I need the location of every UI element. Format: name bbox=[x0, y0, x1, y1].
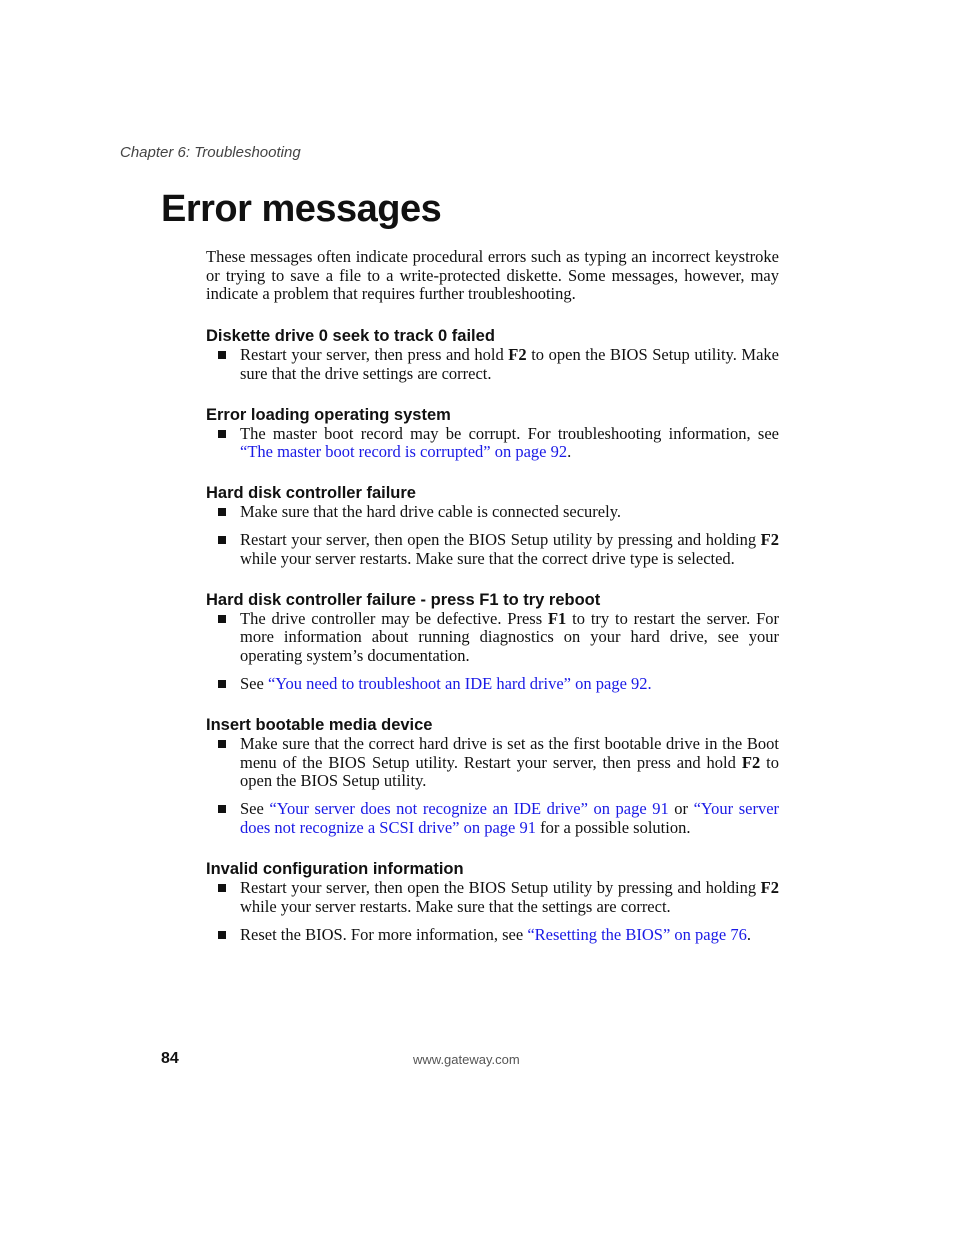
bullet-icon bbox=[218, 884, 226, 892]
list-item: Make sure that the correct hard drive is set as the first bootable drive in the Boot menu of the BIOS Setup utility. Restart your server, then press and hold F2 to open the BIOS Setup utility. bbox=[206, 735, 779, 791]
list-item: Reset the BIOS. For more information, see “Resetting the BIOS” on page 76. bbox=[206, 926, 779, 945]
section-error-loading-os bbox=[206, 405, 779, 462]
section-press-f1-reboot bbox=[206, 590, 779, 694]
bullet-icon bbox=[218, 430, 226, 438]
resetting-bios-link[interactable]: “Resetting the BIOS” on page 76 bbox=[527, 924, 747, 944]
bullet-list bbox=[206, 735, 779, 838]
list-item: See “Your server does not recognize an IDE drive” on page 91 or “Your server does not recognize a SCSI drive” on page 91 for a possible solution. bbox=[206, 800, 779, 837]
section-heading: Hard disk controller failure bbox=[206, 483, 416, 502]
chapter-header: Chapter 6: Troubleshooting bbox=[120, 144, 301, 161]
section-hard-disk-controller-failure bbox=[206, 483, 779, 569]
bullet-list bbox=[206, 610, 779, 694]
bullet-icon bbox=[218, 931, 226, 939]
list-item: Restart your server, then open the BIOS Setup utility by pressing and holding F2 while your server restarts. Make sure that the settings are correct. bbox=[206, 879, 779, 916]
bullet-icon bbox=[218, 536, 226, 544]
section-insert-bootable-media bbox=[206, 715, 779, 838]
ide-drive-link[interactable]: “Your server does not recognize an IDE drive” on page 91 bbox=[269, 799, 669, 819]
section-heading: Error loading operating system bbox=[206, 405, 451, 424]
section-heading: Diskette drive 0 seek to track 0 failed bbox=[206, 327, 495, 346]
page-number: 84 bbox=[161, 1050, 179, 1067]
scsi-drive-link[interactable]: “Your server does not recognize a SCSI drive” on page 91 bbox=[240, 799, 780, 838]
master-boot-record-link[interactable]: “The master boot record is corrupted” on page 92 bbox=[240, 442, 568, 462]
section-heading: Invalid configuration information bbox=[206, 859, 464, 878]
bullet-list bbox=[206, 503, 779, 569]
main-content bbox=[206, 248, 779, 944]
list-item: Restart your server, then open the BIOS Setup utility by pressing and holding F2 while your server restarts. Make sure that the correct drive type is selected. bbox=[206, 531, 779, 568]
ide-hard-drive-link[interactable]: “You need to troubleshoot an IDE hard drive” on page 92 bbox=[267, 674, 648, 694]
bullet-icon bbox=[218, 615, 226, 623]
bullet-icon bbox=[218, 351, 226, 359]
list-item: Restart your server, then press and hold F2 to open the BIOS Setup utility. Make sure that the drive settings are correct. bbox=[206, 346, 779, 383]
bullet-icon bbox=[218, 680, 226, 688]
list-item: See “You need to troubleshoot an IDE hard drive” on page 92. bbox=[206, 675, 779, 694]
bullet-list bbox=[206, 346, 779, 383]
bullet-list bbox=[206, 425, 779, 462]
list-item: The drive controller may be defective. Press F1 to try to restart the server. For more information about running diagnostics on your hard drive, see your operating system’s documentation. bbox=[206, 610, 779, 666]
bullet-icon bbox=[218, 805, 226, 813]
section-invalid-configuration bbox=[206, 859, 779, 945]
section-heading: Hard disk controller failure - press F1 to try reboot bbox=[206, 590, 601, 609]
list-item: Make sure that the hard drive cable is connected securely. bbox=[206, 503, 779, 522]
bullet-icon bbox=[218, 508, 226, 516]
section-diskette-drive bbox=[206, 326, 779, 383]
list-item: The master boot record may be corrupt. For troubleshooting information, see “The master boot record is corrupted” on page 92. bbox=[206, 425, 779, 462]
bullet-icon bbox=[218, 740, 226, 748]
section-heading: Insert bootable media device bbox=[206, 715, 433, 734]
page-title: Error messages bbox=[161, 188, 442, 230]
intro-paragraph: These messages often indicate procedural errors such as typing an incorrect keystroke or trying to save a file to a write-protected diskette. Some messages, however, may indicate a problem that requires further troubleshooting. bbox=[206, 247, 779, 304]
footer-url: www.gateway.com bbox=[413, 1052, 520, 1067]
bullet-list bbox=[206, 879, 779, 945]
